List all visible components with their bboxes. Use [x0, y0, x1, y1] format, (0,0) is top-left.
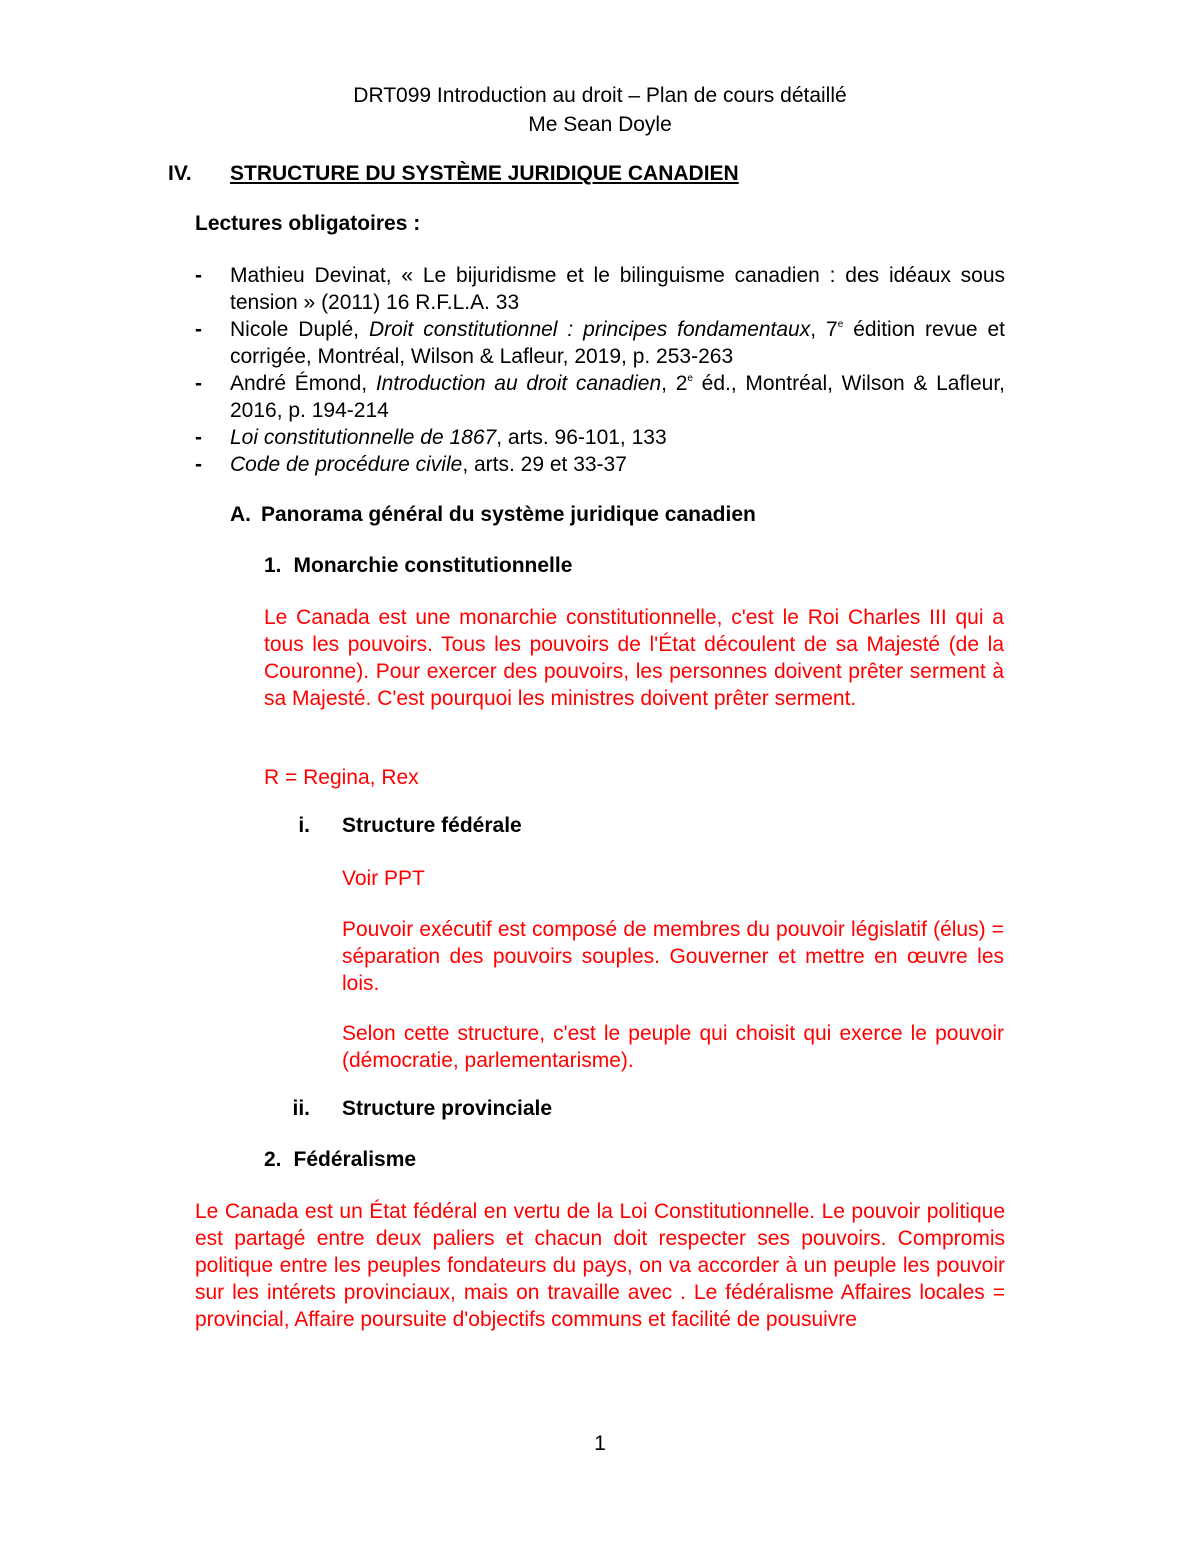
subsection-2-heading [264, 1148, 416, 1172]
document-header [0, 81, 1200, 139]
reading-item: - André Émond, Introduction au droit canadien, 2e éd., Montréal, Wilson & Lafleur, 2016, p. 194-214 [195, 372, 1005, 422]
section-iv-title: STRUCTURE DU SYSTÈME JURIDIQUE CANADIEN [230, 162, 739, 185]
monarchy-note: Le Canada est une monarchie constitutionnelle, c'est le Roi Charles III qui a tous les pouvoirs. Tous les pouvoirs de l'État découlent de sa Majesté (de la Couronne). Pour exercer des pouvoirs, les personnes doivent prêter serment à sa Majesté. C'est pourquoi les ministres doivent prêter serment. [264, 606, 1004, 710]
section-a-heading [230, 503, 756, 527]
see-ppt-note: Voir PPT [342, 867, 425, 890]
section-a-label: A. [230, 503, 251, 526]
bullet-dash: - [195, 264, 202, 287]
subsection-1-label: 1. [264, 554, 282, 577]
section-a-title: Panorama général du système juridique canadien [261, 503, 756, 526]
subsection-i-title: Structure fédérale [342, 814, 522, 837]
subsection-ii-label: ii. [292, 1097, 310, 1120]
subsection-ii-heading [292, 1097, 553, 1121]
executive-power-note: Pouvoir exécutif est composé de membres du pouvoir législatif (élus) = séparation des pouvoirs souples. Gouverner et mettre en œuvre les lois. [342, 918, 1004, 995]
section-iv-number: IV. [168, 162, 192, 185]
regina-note: R = Regina, Rex [264, 766, 419, 789]
people-choice-note: Selon cette structure, c'est le peuple qui choisit qui exerce le pouvoir (démocratie, parlementarisme). [342, 1022, 1004, 1072]
bullet-dash: - [195, 318, 202, 341]
reading-item: - Loi constitutionnelle de 1867, arts. 96-101, 133 [195, 426, 667, 449]
bullet-dash: - [195, 453, 202, 476]
federalism-note: Le Canada est un État fédéral en vertu de la Loi Constitutionnelle. Le pouvoir politique est partagé entre deux paliers et chacun doit respecter ses pouvoirs. Compromis politique entre les peuples fondateurs du pays, on va accorder à un peuple les pouvoir sur les intérets provinciaux, mais on travaille avec . Le fédéralisme Affaires locales = provincial, Affaire poursuite d'objectifs communs et facilité de pousuivre [195, 1200, 1005, 1331]
subsection-1-title: Monarchie constitutionnelle [293, 554, 573, 577]
subsection-2-label: 2. [264, 1148, 282, 1171]
reading-item: - Nicole Duplé, Droit constitutionnel : principes fondamentaux, 7e édition revue et corrigée, Montréal, Wilson & Lafleur, 2019, p. 253-263 [195, 318, 1005, 368]
subsection-i-heading [298, 814, 522, 838]
page-number: 1 [594, 1432, 606, 1455]
subsection-ii-title: Structure provinciale [342, 1097, 553, 1120]
reading-item: - Mathieu Devinat, « Le bijuridisme et le bilinguisme canadien : des idéaux sous tension » (2011) 16 R.F.L.A. 33 [195, 264, 1005, 314]
course-title: DRT099 Introduction au droit – Plan de cours détaillé [353, 84, 847, 107]
bullet-dash: - [195, 372, 202, 395]
subsection-1-heading [264, 554, 572, 578]
subsection-2-title: Fédéralisme [293, 1148, 417, 1171]
subsection-i-label: i. [298, 814, 310, 837]
readings-title: Lectures obligatoires : [195, 212, 421, 235]
instructor-name: Me Sean Doyle [528, 113, 672, 136]
reading-item: - Code de procédure civile, arts. 29 et 33-37 [195, 453, 627, 476]
bullet-dash: - [195, 426, 202, 449]
readings-list [195, 262, 1005, 478]
